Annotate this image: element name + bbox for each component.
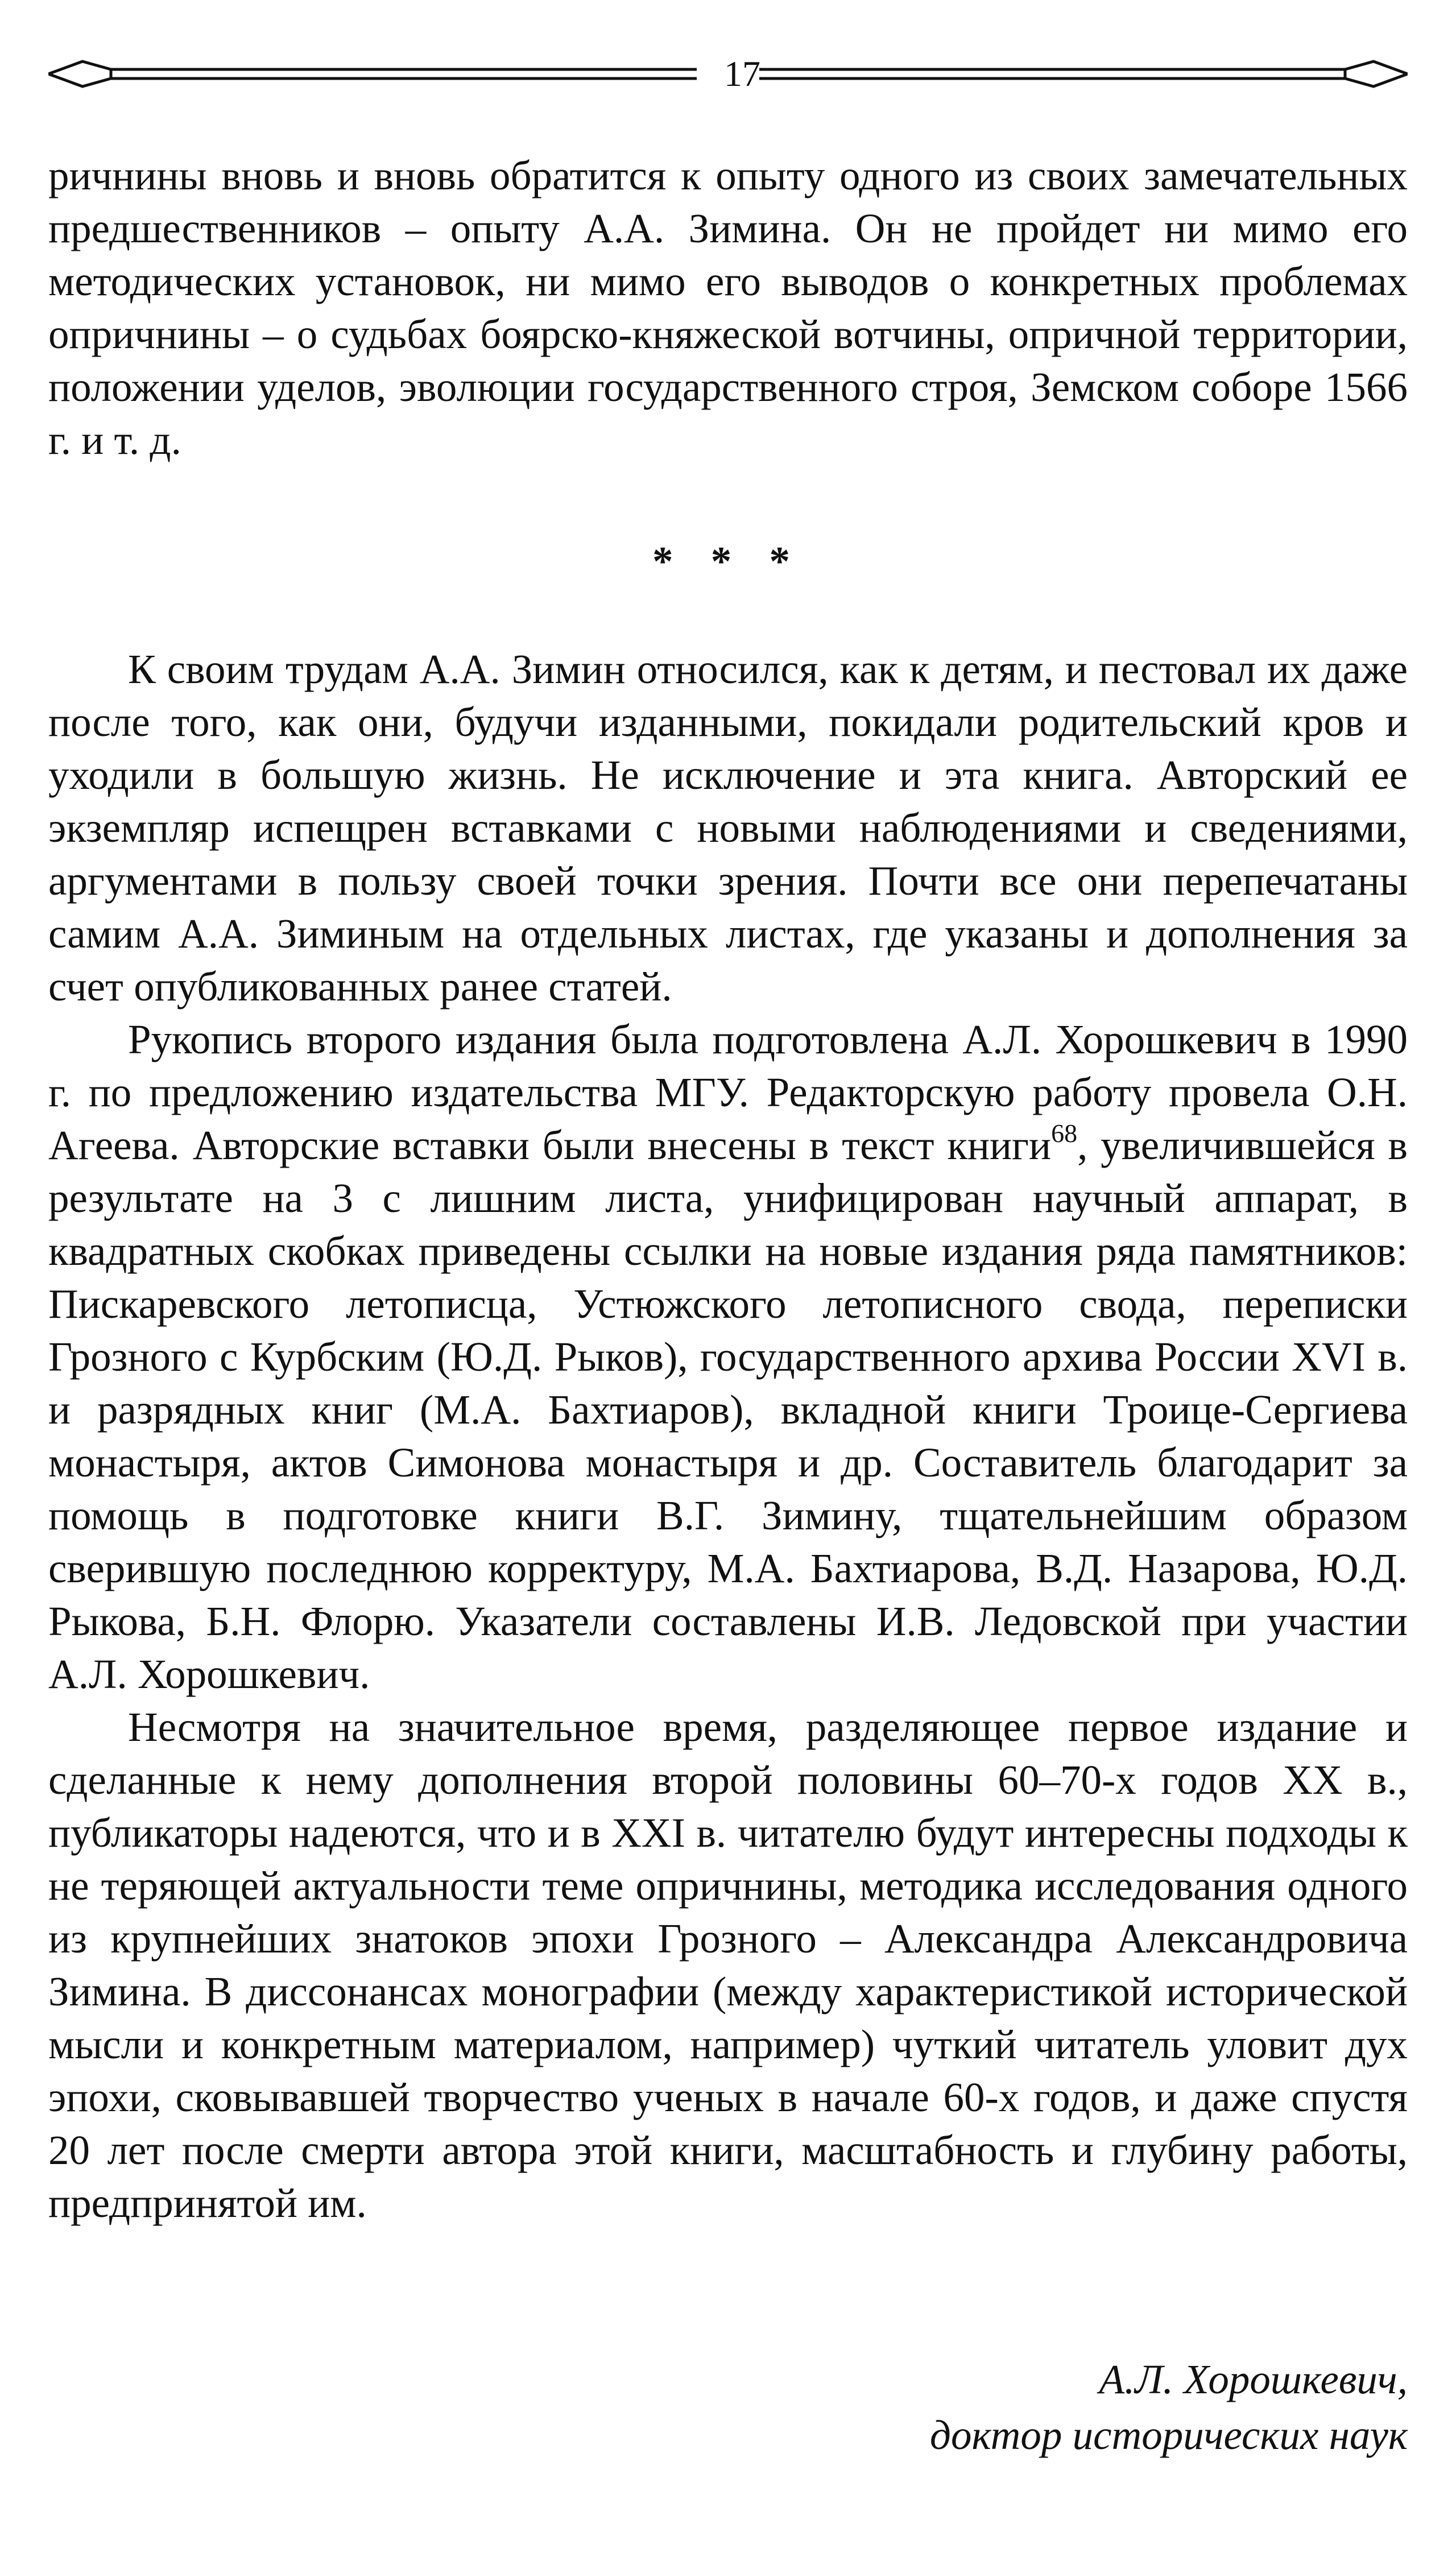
paragraph-3: Несмотря на значительное время, разделяющее первое издание и сделанные к нему дополнения второй половины 60–70-х годов XX в., публикаторы надеются, что и в XXI в. читателю будут интересны подходы к не теряющей актуальности теме опричнины, методика исследования одного из крупнейших знатоков эпохи Грозного – Александра Александровича Зимина. В диссонансах монографии (между характеристикой исторической мысли и конкретным материалом, например) чуткий читатель уловит дух эпохи, сковывавшей творчество ученых в начале 60-х годов, и даже спустя 20 лет после смерти автора этой книги, масштабность и глубину работы, предпринятой им.	[48, 1704, 1408, 2226]
signature-name: А.Л. Хорошкевич,	[1099, 2356, 1408, 2402]
continued-paragraph	[48, 149, 1408, 466]
page-number: 17	[724, 53, 760, 94]
running-header	[48, 51, 1408, 97]
paragraph-continuation: ричнины вновь и вновь обратится к опыту одного из своих замечательных предшественников – опыту А.А. Зимина. Он не пройдет ни мимо его методических установок, ни мимо его выводов о конкретных проблемах опричнины – о судьбах боярско-княжеской вотчины, опричной территории, положении уделов, эволюции государственного строя, Земском соборе 1566 г. и т. д.	[48, 152, 1408, 463]
right-arrow-ornament	[1345, 61, 1408, 86]
section-separator: * * *	[652, 538, 804, 584]
paragraph-2	[48, 1013, 1408, 1701]
paragraph-2-part-2: , увеличившейся в результате на 3 с лишним листа, унифицирован научный аппарат, в квадратных скобках приведены ссылки на новые издания ряда памятников: Пискаревского летописца, Устюжского летописного свода, переписки Грозного с Курбским (Ю.Д. Рыков), государственного архива России XVI в. и разрядных книг (М.А. Бахтиаров), вкладной книги Троице-Сергиева монастыря, актов Симонова монастыря и др. Составитель благодарит за помощь в подготовке книги В.Г. Зимину, тщательнейшим образом сверившую последнюю корректуру, М.А. Бахтиарова, В.Д. Назарова, Ю.Д. Рыкова, Б.Н. Флорю. Указатели составлены И.В. Ледовской при участии А.Л. Хорошкевич.	[48, 1122, 1408, 1697]
footnote-reference: 68	[1051, 1119, 1078, 1148]
paragraph-2-part-1: Рукопись второго издания была подготовлена А.Л. Хорошкевич в 1990 г. по предложению издательства МГУ. Редакторскую работу провела О.Н. Агеева. Авторские вставки были внесены в текст книги	[48, 1016, 1408, 1168]
signature-title: доктор исторических наук	[930, 2412, 1408, 2458]
afterword-text	[48, 643, 1408, 2229]
paragraph-1: К своим трудам А.А. Зимин относился, как к детям, и пестовал их даже после того, как они, будучи изданными, покидали родительский кров и уходили в большую жизнь. Не исключение и эта книга. Авторский ее экземпляр испещрен вставками с новыми наблюдениями и сведениями, аргументами в пользу своей точки зрения. Почти все они перепечатаны самим А.А. Зиминым на отдельных листах, где указаны и дополнения за счет опубликованных ранее статей.	[48, 646, 1408, 1010]
left-arrow-ornament	[48, 61, 111, 86]
author-signature	[930, 2352, 1408, 2463]
